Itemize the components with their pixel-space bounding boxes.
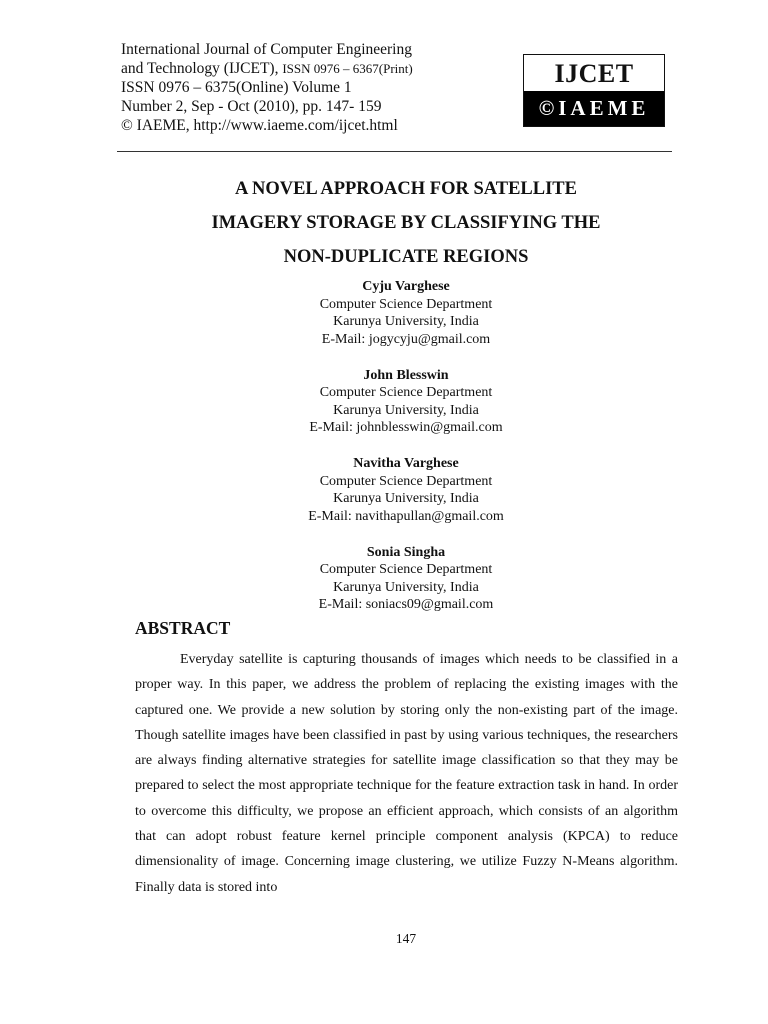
author-name: Navitha Varghese (353, 456, 459, 471)
author-affiliation: Karunya University, India (333, 314, 479, 329)
issn-print: ISSN 0976 – 6367(Print) (282, 61, 413, 76)
author-affiliation: Karunya University, India (333, 491, 479, 506)
author-department: Computer Science Department (319, 296, 493, 312)
header-divider (117, 151, 672, 152)
issue-pages: Number 2, Sep - Oct (2010), pp. 147- 159 (121, 98, 382, 115)
author-email: E-Mail: johnblesswin@gmail.com (309, 420, 503, 435)
author-department: Computer Science Department (319, 473, 493, 489)
journal-abbrev: and Technology (IJCET), (121, 60, 283, 77)
author-name: John Blesswin (363, 367, 449, 383)
journal-name-line1: International Journal of Computer Engineering (121, 41, 412, 58)
author-department: Computer Science Department (319, 562, 493, 577)
author-department: Computer Science Department (319, 385, 493, 400)
author-affiliation: Karunya University, India (333, 579, 479, 595)
paper-title (100, 172, 712, 274)
logo-iaeme-text: ©IAEME (524, 91, 664, 126)
issn-online-volume: ISSN 0976 – 6375(Online) Volume 1 (121, 79, 352, 96)
title-line: NON-DUPLICATE REGIONS (283, 247, 529, 267)
author-name: Cyju Varghese (362, 279, 450, 294)
title-line: IMAGERY STORAGE BY CLASSIFYING THE (211, 213, 601, 233)
author-block (150, 455, 662, 525)
author-name: Sonia Singha (366, 544, 446, 560)
abstract-heading: ABSTRACT (135, 618, 231, 638)
abstract-text: Everyday satellite is capturing thousands of images which needs to be classified in a proper way. In this paper, we address the problem of replacing the existing images with the captured one. We provide a new solution by storing only the non-existing part of the image. Though satellite images have been classified in past by using various techniques, the researchers are always finding alternative strategies for satellite image classification so that they may be prepared to select the most appropriate technique for the feature extraction task in hand. In order to overcome this difficulty, we propose an efficient approach, which consists of an algorithm that can adopt robust feature kernel principle component analysis (KPCA) to reduce dimensionality of image. Concerning image clustering, we utilize Fuzzy N-Means algorithm. Finally data is stored into (135, 652, 678, 895)
author-email: E-Mail: soniacs09@gmail.com (318, 597, 494, 612)
title-line: A NOVEL APPROACH FOR SATELLITE (235, 179, 577, 199)
author-block (150, 278, 662, 348)
logo-ijcet-text: IJCET (524, 55, 664, 91)
page-number: 147 (395, 931, 417, 946)
author-email: E-Mail: navithapullan@gmail.com (308, 508, 504, 524)
journal-info (121, 40, 501, 135)
author-block (150, 544, 662, 614)
ijcet-logo (523, 54, 665, 127)
journal-name-line2 (121, 59, 501, 78)
author-list (150, 278, 662, 632)
author-block (150, 367, 662, 437)
copyright-url: © IAEME, http://www.iaeme.com/ijcet.html (121, 117, 398, 134)
author-email: E-Mail: jogycyju@gmail.com (321, 331, 491, 347)
author-affiliation: Karunya University, India (333, 402, 479, 418)
